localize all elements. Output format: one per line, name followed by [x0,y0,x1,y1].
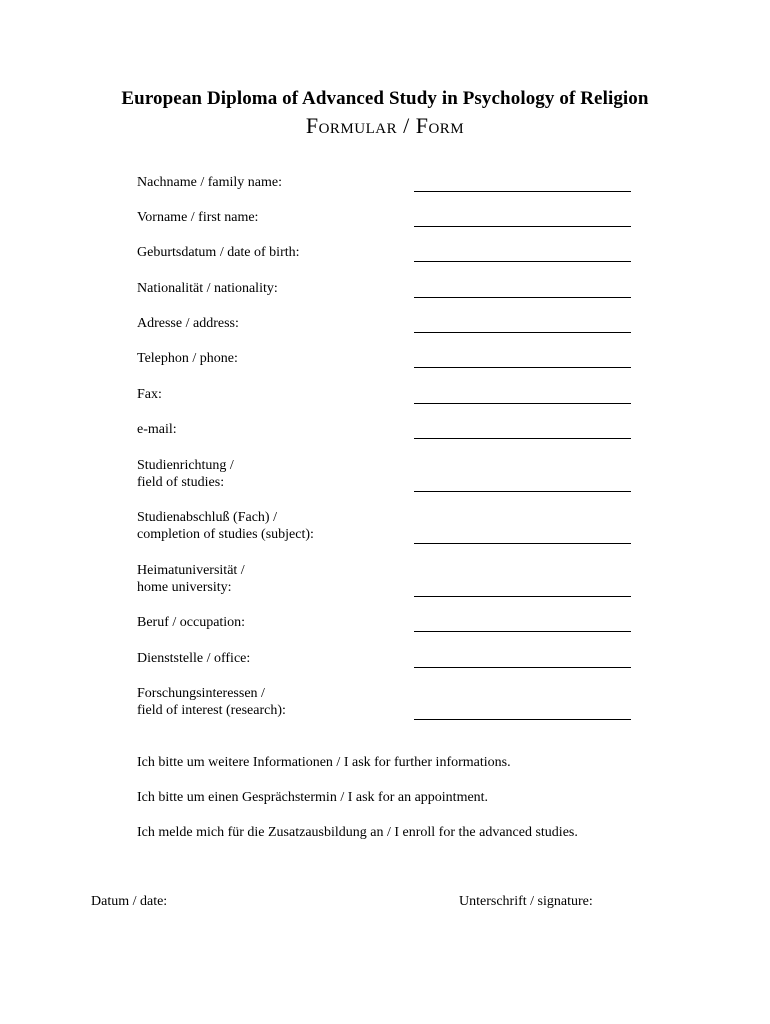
field-field-of-interest [137,685,637,719]
field-completion-of-studies [137,509,637,543]
field-nationality [137,280,637,297]
document-subtitle: Formular / Form [305,113,465,138]
field-label: Nationalität / nationality: [137,281,278,296]
field-first-name [137,209,637,226]
field-input-line[interactable] [414,719,631,720]
field-label: Adresse / address: [137,316,239,331]
field-family-name [137,174,637,191]
field-label: Heimatuniversität / home university: [137,563,245,595]
field-phone [137,350,637,367]
statement-appointment: Ich bitte um einen Gesprächstermin / I ask for an appointment. [137,790,489,805]
signature-label: Unterschrift / signature: [459,894,593,909]
field-label: Nachname / family name: [137,175,282,190]
field-date-of-birth [137,244,637,261]
field-fax [137,386,637,403]
field-label: Studienrichtung / field of studies: [137,458,234,490]
field-input-line[interactable] [414,596,631,597]
field-office [137,650,637,667]
field-input-line[interactable] [414,261,631,262]
field-input-line[interactable] [414,491,631,492]
field-label: Studienabschluß (Fach) / completion of studies (subject): [137,510,314,542]
field-input-line[interactable] [414,403,631,404]
field-label: Telephon / phone: [137,351,238,366]
statement-further-information: Ich bitte um weitere Informationen / I ask for further informations. [137,755,511,770]
field-occupation [137,614,637,631]
field-input-line[interactable] [414,543,631,544]
field-input-line[interactable] [414,667,631,668]
field-input-line[interactable] [414,367,631,368]
field-input-line[interactable] [414,332,631,333]
field-label: Geburtsdatum / date of birth: [137,245,300,260]
field-address [137,315,637,332]
field-email [137,421,637,438]
field-input-line[interactable] [414,631,631,632]
field-field-of-studies [137,457,637,491]
field-label: Vorname / first name: [137,210,259,225]
field-label: Beruf / occupation: [137,615,246,630]
field-label: Dienststelle / office: [137,651,251,666]
date-label: Datum / date: [91,894,168,909]
field-input-line[interactable] [414,226,631,227]
field-label: Fax: [137,387,162,402]
field-input-line[interactable] [414,297,631,298]
field-input-line[interactable] [414,191,631,192]
document-title: European Diploma of Advanced Study in Psychology of Religion [121,88,649,109]
field-input-line[interactable] [414,438,631,439]
field-home-university [137,562,637,596]
statement-enroll: Ich melde mich für die Zusatzausbildung an / I enroll for the advanced studies. [137,825,578,840]
field-label: Forschungsinteressen / field of interest (research): [137,686,286,718]
field-label: e-mail: [137,422,177,437]
